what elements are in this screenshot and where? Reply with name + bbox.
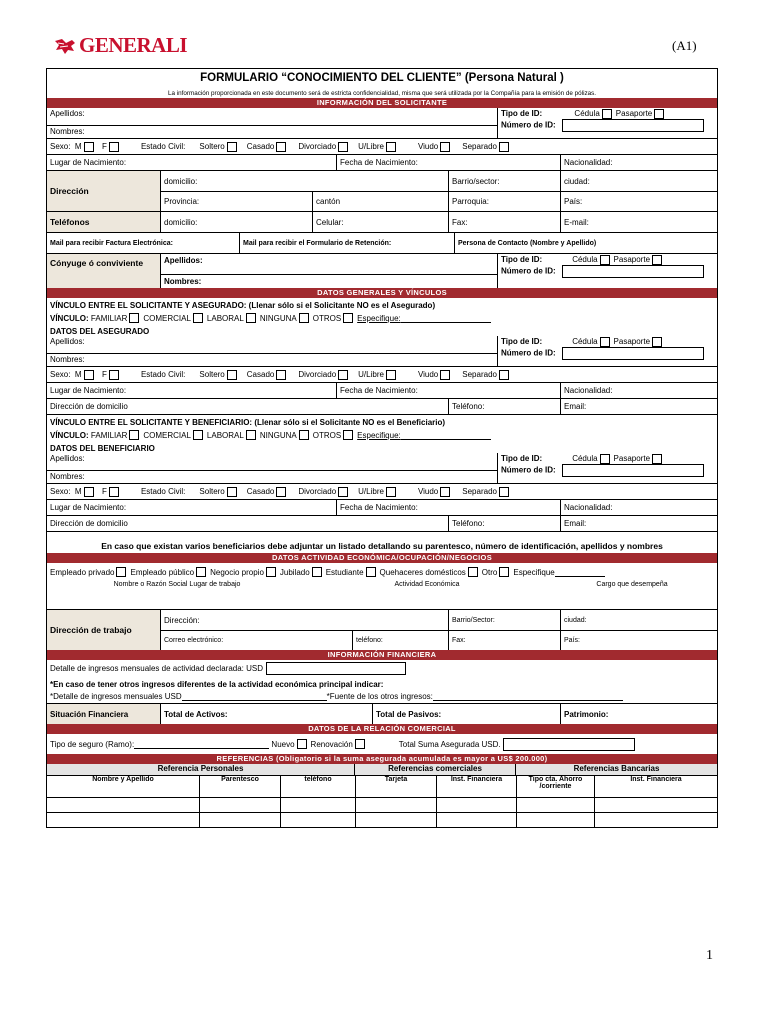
aseg-sexo-label: Sexo:: [50, 370, 71, 379]
ref-row[interactable]: [47, 797, 717, 812]
f-label: F: [102, 142, 107, 151]
aseg-sexo-row: [47, 366, 717, 382]
pais-label[interactable]: País:: [564, 197, 583, 206]
jubilado-checkbox[interactable]: [312, 567, 322, 577]
varios-beneficiarios-note: En caso que existan varios beneficiarios debe adjuntar un listado detallando su parentesco, número de identificación, apellidos y nombres: [47, 531, 717, 553]
f-checkbox[interactable]: [109, 142, 119, 152]
aseg-divorciado-checkbox[interactable]: [338, 370, 348, 380]
situacion-label: Situación Financiera: [47, 704, 160, 724]
benef-fecha-nac-label[interactable]: Fecha de Nacimiento:: [340, 503, 418, 512]
section-financiera: INFORMACIÓN FINANCIERA: [47, 650, 717, 660]
aseg-soltero-checkbox[interactable]: [227, 370, 237, 380]
otro-checkbox[interactable]: [499, 567, 509, 577]
fax-label[interactable]: Fax:: [452, 217, 468, 227]
telefonos-label: Teléfonos: [47, 212, 160, 232]
benef-comercial-label: COMERCIAL: [143, 430, 191, 440]
vinculo-label: VÍNCULO:: [50, 313, 89, 323]
benef-especifique-line[interactable]: [401, 431, 491, 440]
conyuge-label: Cónyuge ó conviviente: [47, 254, 160, 288]
correo-label[interactable]: Correo electrónico:: [164, 637, 224, 644]
negocio-propio-label: Negocio propio: [210, 567, 264, 577]
nuevo-label: Nuevo: [271, 739, 295, 749]
aseg-apellidos-label[interactable]: Apellidos:: [50, 337, 85, 346]
tipo-seguro-label: Tipo de seguro (Ramo):: [50, 739, 135, 749]
empleado-publico-label: Empleado público: [130, 567, 195, 577]
benef-f-checkbox[interactable]: [109, 487, 119, 497]
aseg-divorciado-label: Divorciado: [298, 370, 337, 379]
estudiante-label: Estudiante: [325, 567, 364, 577]
ref-bancarias-header: Referencias Bancarias: [515, 764, 717, 775]
pasaporte-checkbox[interactable]: [654, 109, 664, 119]
ninguna-checkbox[interactable]: [299, 313, 309, 323]
otros-label: OTROS: [312, 313, 342, 323]
parroquia-label[interactable]: Parroquia:: [452, 197, 489, 206]
nombre-razon-header: Nombre o Razón Social Lugar de trabajo: [113, 581, 241, 588]
aseg-estado-civil-label: Estado Civil:: [140, 370, 186, 379]
benef-divorciado-label: Divorciado: [298, 487, 337, 496]
numero-id-label: Número de ID:: [501, 120, 556, 130]
especifique-actividad-line[interactable]: [555, 568, 605, 577]
logo-text: GENERALI: [79, 33, 188, 57]
aseg-soltero-label: Soltero: [199, 370, 225, 379]
section-referencias: REFERENCIAS (Obligatorio si la suma asegurada acumulada es mayor a US$ 200.000): [47, 754, 717, 764]
aseg-nacionalidad-label[interactable]: Nacionalidad:: [564, 386, 613, 395]
benef-tipo-id-label: Tipo de ID:: [501, 454, 543, 464]
aseg-ulibre-checkbox[interactable]: [386, 370, 396, 380]
benef-familiar-label: FAMILIAR: [90, 430, 128, 440]
trabajo-pais-label[interactable]: País:: [564, 637, 580, 644]
aseg-casado-checkbox[interactable]: [276, 370, 286, 380]
benef-familiar-checkbox[interactable]: [129, 430, 139, 440]
estado-civil-label: Estado Civil:: [140, 142, 186, 151]
aseg-fecha-nac-label[interactable]: Fecha de Nacimiento:: [340, 386, 418, 395]
nombres-label[interactable]: Nombres:: [50, 127, 85, 136]
detalle-ingresos-box[interactable]: [266, 662, 406, 675]
negocio-propio-checkbox[interactable]: [266, 567, 276, 577]
laboral-checkbox[interactable]: [246, 313, 256, 323]
ciudad-label[interactable]: ciudad:: [564, 176, 590, 186]
especifique-actividad-label: Especifique: [513, 567, 555, 577]
aseg-pasaporte-label: Pasaporte: [613, 337, 651, 347]
tipo-id-label: Tipo de ID:: [501, 109, 543, 119]
benef-numero-id-box[interactable]: [562, 464, 704, 477]
mail-retencion-label[interactable]: Mail para recibir el Formulario de Retención:: [243, 239, 392, 247]
aseg-m-label: M: [74, 370, 82, 379]
benef-sexo-row: [47, 483, 717, 499]
lugar-nac-label[interactable]: Lugar de Nacimiento:: [50, 158, 127, 167]
celular-label[interactable]: Celular:: [316, 217, 344, 227]
kyc-form: [46, 68, 718, 828]
aseg-cedula-checkbox[interactable]: [600, 337, 610, 347]
benef-nombres-label[interactable]: Nombres:: [50, 472, 85, 481]
otro-label: Otro: [481, 567, 498, 577]
benef-m-checkbox[interactable]: [84, 487, 94, 497]
canton-label[interactable]: cantón: [316, 197, 341, 206]
divorciado-checkbox[interactable]: [338, 142, 348, 152]
ref-parentesco-header: Parentesco: [199, 776, 280, 797]
renovacion-checkbox[interactable]: [355, 739, 365, 749]
divorciado-label: Divorciado: [298, 142, 337, 151]
tipo-seguro-line[interactable]: [134, 740, 269, 749]
quehaceres-checkbox[interactable]: [468, 567, 478, 577]
benef-divorciado-checkbox[interactable]: [338, 487, 348, 497]
vinculo-asegurado-heading: VÍNCULO ENTRE EL SOLICITANTE Y ASEGURADO: (Llenar sólo si el Solicitante NO es el Asegurado): [50, 301, 436, 310]
patrimonio-label[interactable]: Patrimonio:: [564, 709, 609, 719]
detalle-ingresos2-label: *Detalle de ingresos mensuales USD: [50, 691, 182, 701]
benef-estado-civil-label: Estado Civil:: [140, 487, 186, 496]
benef-email-label[interactable]: Email:: [564, 519, 587, 528]
form-note: La información proporcionada en este documento será de estricta confidencialidad, misma que será utilizada por la Compañía para la emisión de pólizas.: [167, 90, 597, 97]
apellidos-label[interactable]: Apellidos:: [50, 109, 85, 118]
otros-ingresos-heading: *En caso de tener otros ingresos diferentes de la actividad económica principal indicar:: [50, 680, 384, 689]
especifique-label: Especifique:: [357, 313, 401, 323]
conyuge-pasaporte-label: Pasaporte: [613, 255, 651, 265]
aseg-f-checkbox[interactable]: [109, 370, 119, 380]
benef-casado-label: Casado: [246, 487, 275, 496]
aseg-telefono-label[interactable]: Teléfono:: [452, 402, 485, 411]
benef-cedula-label: Cédula: [572, 454, 598, 464]
benef-separado-checkbox[interactable]: [499, 487, 509, 497]
benef-m-label: M: [74, 487, 82, 496]
trabajo-telefono-label[interactable]: teléfono:: [356, 637, 383, 644]
benef-apellidos-label[interactable]: Apellidos:: [50, 454, 85, 463]
benef-telefono-label[interactable]: Teléfono:: [452, 519, 485, 528]
conyuge-pasaporte-checkbox[interactable]: [652, 255, 662, 265]
section-generales: DATOS GENERALES Y VÍNCULOS: [47, 288, 717, 298]
aseg-separado-label: Separado: [462, 370, 497, 379]
aseg-nombres-label[interactable]: Nombres:: [50, 355, 85, 364]
ref-row[interactable]: [47, 812, 717, 827]
ref-tipo-cta-header: Tipo cta. Ahorro /corriente: [516, 776, 594, 797]
benef-numero-id-label: Número de ID:: [501, 465, 556, 475]
laboral-label: LABORAL: [206, 313, 244, 323]
quehaceres-label: Quehaceres domésticos: [379, 567, 466, 577]
familiar-checkbox[interactable]: [129, 313, 139, 323]
sexo-label: Sexo:: [50, 142, 71, 151]
conyuge-numero-id-box[interactable]: [562, 265, 704, 278]
benef-separado-label: Separado: [462, 487, 497, 496]
actividad-economica-header: Actividad Económica: [394, 581, 460, 588]
benef-laboral-checkbox[interactable]: [246, 430, 256, 440]
aseg-pasaporte-checkbox[interactable]: [652, 337, 662, 347]
trabajo-direccion-label[interactable]: Dirección:: [164, 615, 200, 625]
benef-otros-checkbox[interactable]: [343, 430, 353, 440]
ref-telefono-header: teléfono: [280, 776, 355, 797]
datos-asegurado-heading: DATOS DEL ASEGURADO: [50, 327, 150, 336]
ref-nombre-header: Nombre y Apellido: [92, 776, 154, 783]
detalle-ingresos-label: Detalle de ingresos mensuales de actividad declarada: USD: [50, 663, 264, 673]
benef-soltero-checkbox[interactable]: [227, 487, 237, 497]
benef-soltero-label: Soltero: [199, 487, 225, 496]
persona-contacto-label[interactable]: Persona de Contacto (Nombre y Apellido): [458, 239, 597, 247]
m-label: M: [74, 142, 82, 151]
barrio-label[interactable]: Barrio/sector:: [452, 176, 500, 186]
winged-lion-icon: [54, 37, 76, 55]
conyuge-nombres-label[interactable]: Nombres:: [164, 277, 202, 286]
familiar-label: FAMILIAR: [90, 313, 128, 323]
aseg-separado-checkbox[interactable]: [499, 370, 509, 380]
tel-domicilio-label[interactable]: domicilio:: [164, 217, 198, 227]
trabajo-barrio-label[interactable]: Barrio/Sector:: [452, 616, 495, 624]
section-comercial: DATOS DE LA RELACIÓN COMERCIAL: [47, 724, 717, 734]
jubilado-label: Jubilado: [279, 567, 310, 577]
suma-asegurada-label: Total Suma Asegurada USD.: [398, 739, 501, 749]
soltero-checkbox[interactable]: [227, 142, 237, 152]
aseg-tipo-id-label: Tipo de ID:: [501, 337, 543, 347]
aseg-viudo-label: Viudo: [417, 370, 439, 379]
ref-inst-header: Inst. Financiera: [436, 776, 516, 797]
comercial-label: COMERCIAL: [143, 313, 191, 323]
otros-checkbox[interactable]: [343, 313, 353, 323]
generali-logo: [54, 33, 187, 58]
mail-factura-label[interactable]: Mail para recibir Factura Electrónica:: [50, 239, 173, 247]
renovacion-label: Renovación: [310, 739, 353, 749]
empleado-publico-checkbox[interactable]: [196, 567, 206, 577]
ulibre-label: U/Libre: [358, 142, 384, 151]
viudo-checkbox[interactable]: [440, 142, 450, 152]
aseg-numero-id-label: Número de ID:: [501, 348, 556, 358]
soltero-label: Soltero: [199, 142, 225, 151]
aseg-m-checkbox[interactable]: [84, 370, 94, 380]
empleado-privado-label: Empleado privado: [50, 567, 115, 577]
benef-comercial-checkbox[interactable]: [193, 430, 203, 440]
benef-casado-checkbox[interactable]: [276, 487, 286, 497]
casado-label: Casado: [246, 142, 275, 151]
m-checkbox[interactable]: [84, 142, 94, 152]
estudiante-checkbox[interactable]: [366, 567, 376, 577]
cedula-checkbox[interactable]: [602, 109, 612, 119]
vinculo-beneficiario-heading: VÍNCULO ENTRE EL SOLICITANTE Y BENEFICIARIO: (Llenar sólo si el Solicitante NO es el Beneficiario): [47, 414, 717, 429]
form-code: (A1): [672, 38, 697, 53]
benef-viudo-label: Viudo: [417, 487, 439, 496]
trabajo-fax-label[interactable]: Fax:: [452, 637, 466, 644]
fecha-nac-label[interactable]: Fecha de Nacimiento:: [340, 158, 418, 167]
numero-id-box[interactable]: [562, 119, 704, 132]
benef-f-label: F: [102, 487, 107, 496]
suma-asegurada-box[interactable]: [503, 738, 635, 751]
aseg-email-label[interactable]: Email:: [564, 402, 587, 411]
form-title: FORMULARIO “CONOCIMIENTO DEL CLIENTE” (Persona Natural ): [200, 72, 564, 84]
cargo-header: Cargo que desempeña: [596, 581, 668, 588]
ref-tarjeta-header: Tarjeta: [355, 776, 436, 797]
benef-laboral-label: LABORAL: [206, 430, 244, 440]
fuente-ingresos-label: *Fuente de los otros ingresos:: [326, 691, 433, 701]
trabajo-ciudad-label[interactable]: ciudad:: [564, 616, 587, 624]
dir-trabajo-label: Dirección de trabajo: [47, 610, 160, 650]
fuente-ingresos-line[interactable]: [433, 692, 623, 701]
datos-beneficiario-heading: DATOS DEL BENEFICIARIO: [50, 444, 155, 453]
total-activos-label[interactable]: Total de Activos:: [164, 709, 228, 719]
page-number: 1: [706, 948, 713, 963]
conyuge-cedula-checkbox[interactable]: [600, 255, 610, 265]
nuevo-checkbox[interactable]: [297, 739, 307, 749]
comercial-checkbox[interactable]: [193, 313, 203, 323]
aseg-viudo-checkbox[interactable]: [440, 370, 450, 380]
benef-lugar-nac-label[interactable]: Lugar de Nacimiento:: [50, 503, 127, 512]
viudo-label: Viudo: [417, 142, 439, 151]
email-label[interactable]: E-mail:: [564, 217, 589, 227]
separado-label: Separado: [462, 142, 497, 151]
aseg-numero-id-box[interactable]: [562, 347, 704, 360]
benef-nacionalidad-label[interactable]: Nacionalidad:: [564, 503, 613, 512]
ref-comerciales-header: Referencias comerciales: [354, 764, 515, 775]
aseg-casado-label: Casado: [246, 370, 275, 379]
aseg-ulibre-label: U/Libre: [358, 370, 384, 379]
aseg-dir-domicilio-label[interactable]: Dirección de domicilio: [50, 402, 128, 411]
benef-otros-label: OTROS: [312, 430, 342, 440]
ninguna-label: NINGUNA: [259, 313, 297, 323]
casado-checkbox[interactable]: [276, 142, 286, 152]
ref-personales-header: Referencia Personales: [157, 764, 244, 773]
benef-vinculo-label: VÍNCULO:: [50, 430, 89, 440]
domicilio-label[interactable]: domicilio:: [164, 176, 198, 186]
provincia-label[interactable]: Provincia:: [164, 197, 200, 206]
conyuge-cedula-label: Cédula: [572, 255, 598, 265]
benef-ninguna-checkbox[interactable]: [299, 430, 309, 440]
section-solicitante: INFORMACIÓN DEL SOLICITANTE: [47, 98, 717, 108]
section-actividad: DATOS ACTIVIDAD ECONÓMICA/OCUPACIÓN/NEGOCIOS: [47, 553, 717, 563]
benef-ulibre-label: U/Libre: [358, 487, 384, 496]
aseg-f-label: F: [102, 370, 107, 379]
benef-ninguna-label: NINGUNA: [259, 430, 297, 440]
ref-inst2-header: Inst. Financiera: [594, 776, 717, 797]
total-pasivos-label[interactable]: Total de Pasivos:: [376, 709, 442, 719]
direccion-label: Dirección: [47, 171, 160, 211]
benef-pasaporte-checkbox[interactable]: [652, 454, 662, 464]
aseg-lugar-nac-label[interactable]: Lugar de Nacimiento:: [50, 386, 127, 395]
empleado-privado-checkbox[interactable]: [116, 567, 126, 577]
conyuge-tipo-id-label: Tipo de ID:: [501, 255, 543, 265]
benef-sexo-label: Sexo:: [50, 487, 71, 496]
benef-ulibre-checkbox[interactable]: [386, 487, 396, 497]
benef-pasaporte-label: Pasaporte: [613, 454, 651, 464]
separado-checkbox[interactable]: [499, 142, 509, 152]
benef-dir-domicilio-label[interactable]: Dirección de domicilio: [50, 519, 128, 528]
aseg-cedula-label: Cédula: [572, 337, 598, 347]
sexo-row: [47, 138, 717, 154]
especifique-line[interactable]: [401, 314, 491, 323]
conyuge-numero-id-label: Número de ID:: [501, 266, 556, 276]
detalle-ingresos2-line[interactable]: [182, 692, 327, 701]
benef-cedula-checkbox[interactable]: [600, 454, 610, 464]
nacionalidad-label[interactable]: Nacionalidad:: [564, 158, 613, 167]
ulibre-checkbox[interactable]: [386, 142, 396, 152]
conyuge-apellidos-label[interactable]: Apellidos:: [164, 256, 203, 265]
benef-especifique-label: Especifique:: [357, 430, 401, 440]
cedula-label: Cédula: [574, 109, 600, 119]
benef-viudo-checkbox[interactable]: [440, 487, 450, 497]
pasaporte-label: Pasaporte: [615, 109, 653, 119]
